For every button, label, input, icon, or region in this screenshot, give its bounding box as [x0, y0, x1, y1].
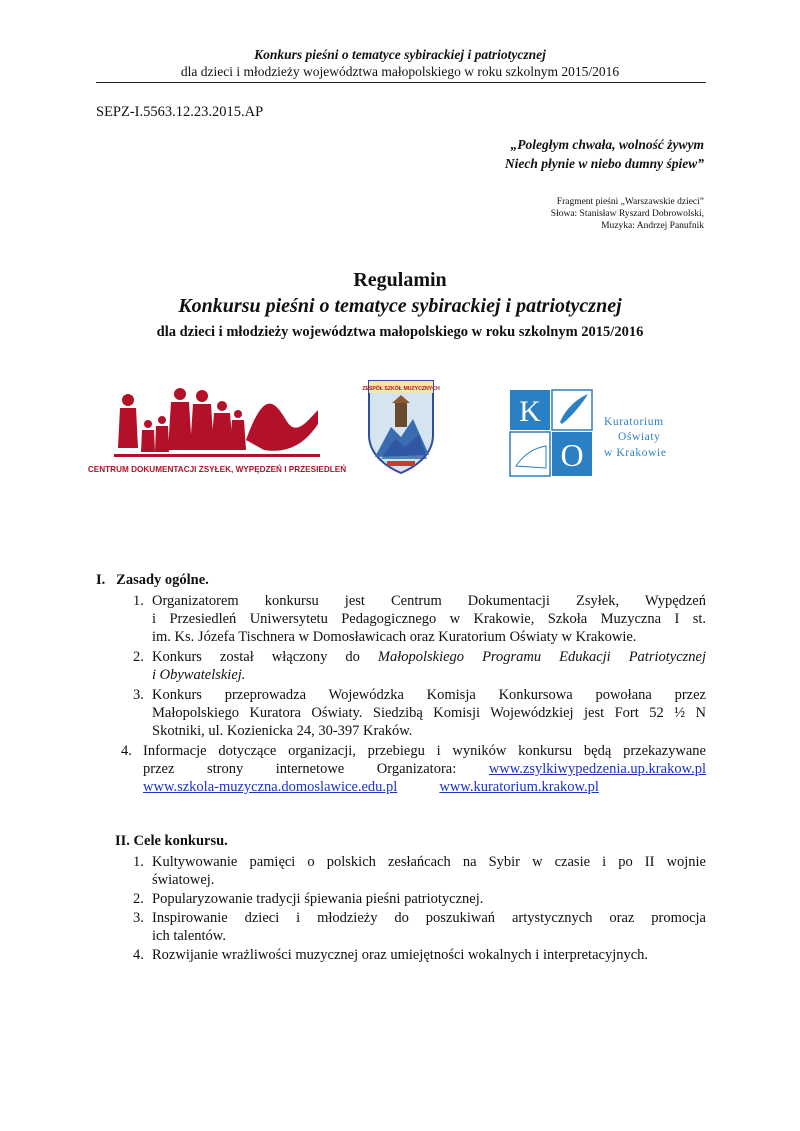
item-number: 4.	[121, 743, 132, 759]
crest-caption: ZESPÓŁ SZKÓŁ MUZYCZNYCH	[362, 386, 440, 392]
running-header-subtitle: dla dzieci i młodzieży województwa małopolskiego w roku szkolnym 2015/2016	[180, 64, 620, 79]
item-text-line: Małopolskiego Kuratora Oświaty. Siedzibą Komisji Wojewódzkiej jest Fort 52 ½ N	[152, 705, 706, 721]
item-text-line: Popularyzowanie tradycji śpiewania pieśni patriotycznej.	[152, 891, 484, 907]
item-number: 1.	[133, 593, 144, 609]
logo-letter-k: K	[519, 395, 541, 428]
item-text-line: Inspirowanie dzieci i młodzieży do poszukiwań artystycznych oraz promocja	[152, 910, 706, 926]
item-text-line: i Przesiedleń Uniwersytetu Pedagogicznego w Krakowie, Szkoła Muzyczna I st.	[152, 611, 706, 627]
item-text-line: Informacje dotyczące organizacji, przebiegu i wyników konkursu będą przekazywane	[143, 743, 706, 759]
running-header-title: Konkurs pieśni o tematyce sybirackiej i patriotycznej	[254, 47, 546, 62]
item-text-line: Konkurs przeprowadza Wojewódzka Komisja Konkursowa powołana przez	[152, 687, 706, 703]
quote-source-music: Muzyka: Andrzej Panufnik	[601, 221, 704, 231]
kuratorium-logo	[508, 388, 693, 480]
quote-source-song: Fragment pieśni „Warszawskie dzieci”	[556, 197, 704, 207]
document-title: Regulamin	[353, 269, 447, 291]
cdzwp-logo-caption: CENTRUM DOKUMENTACJI ZSYŁEK, WYPĘDZEŃ I PRZESIEDLEŃ	[87, 465, 347, 474]
section-1-heading: I. Zasady ogólne.	[96, 572, 209, 588]
people-silhouette-icon	[87, 380, 347, 486]
header-divider	[96, 82, 706, 83]
logo-text-oswiaty: Oświaty	[618, 431, 661, 443]
quote-line-1: „Poległym chwała, wolność żywym	[510, 137, 704, 152]
section-2-heading: II. Cele konkursu.	[115, 833, 228, 849]
item-number: 2.	[133, 649, 144, 665]
logo-letter-o: O	[560, 437, 584, 473]
item-text-line: ich talentów.	[152, 928, 226, 944]
item-text: Konkurs został włączony do	[152, 649, 360, 665]
item-number: 2.	[133, 891, 144, 907]
document-subtitle: Konkursu pieśni o tematyce sybirackiej i patriotycznej	[178, 295, 622, 317]
item-text-line: światowej.	[152, 872, 215, 888]
cdzwp-logo	[87, 380, 347, 486]
item-number: 1.	[133, 854, 144, 870]
program-name: Małopolskiego Programu Edukacji Patriotycznej	[377, 649, 707, 665]
item-number: 3.	[133, 910, 144, 926]
item-number: 3.	[133, 687, 144, 703]
item-number: 4.	[133, 947, 144, 963]
item-text-line: Kultywowanie pamięci o polskich zesłańcach na Sybir w czasie i po II wojnie	[152, 854, 706, 870]
crest-icon	[362, 377, 440, 475]
link-kuratorium[interactable]: www.kuratorium.krakow.pl	[439, 779, 599, 795]
item-text-line: im. Ks. Józefa Tischnera w Domosławicach oraz Kuratorium Oświaty w Krakowie.	[152, 629, 637, 645]
logo-text-kuratorium: Kuratorium	[604, 416, 664, 428]
quote-source-lyrics: Słowa: Stanisław Ryszard Dobrowolski,	[550, 209, 704, 219]
document-subtitle-detail: dla dzieci i młodzieży województwa małopolskiego w roku szkolnym 2015/2016	[156, 324, 644, 340]
school-crest-logo	[362, 377, 440, 475]
kuratorium-mark-icon	[508, 388, 693, 480]
quote-line-2: Niech płynie w niebo dumny śpiew”	[504, 156, 704, 171]
logo-text-krakow: w Krakowie	[604, 447, 667, 459]
link-szkola-muzyczna[interactable]: www.szkola-muzyczna.domoslawice.edu.pl	[143, 779, 398, 795]
item-text-line: Organizatorem konkursu jest Centrum Dokumentacji Zsyłek, Wypędzeń	[152, 593, 706, 609]
item-text-line: Rozwijanie wrażliwości muzycznej oraz umiejętności wokalnych i interpretacyjnych.	[152, 947, 649, 963]
item-text-line: Skotniki, ul. Kozienicka 24, 30-397 Kraków.	[152, 723, 413, 739]
item-text: przez strony internetowe Organizatora:	[143, 761, 457, 777]
program-name-end: i Obywatelskiej.	[152, 667, 246, 683]
reference-number: SEPZ-I.5563.12.23.2015.AP	[96, 104, 264, 120]
link-zsylki[interactable]: www.zsylkiwypedzenia.up.krakow.pl	[488, 761, 707, 777]
